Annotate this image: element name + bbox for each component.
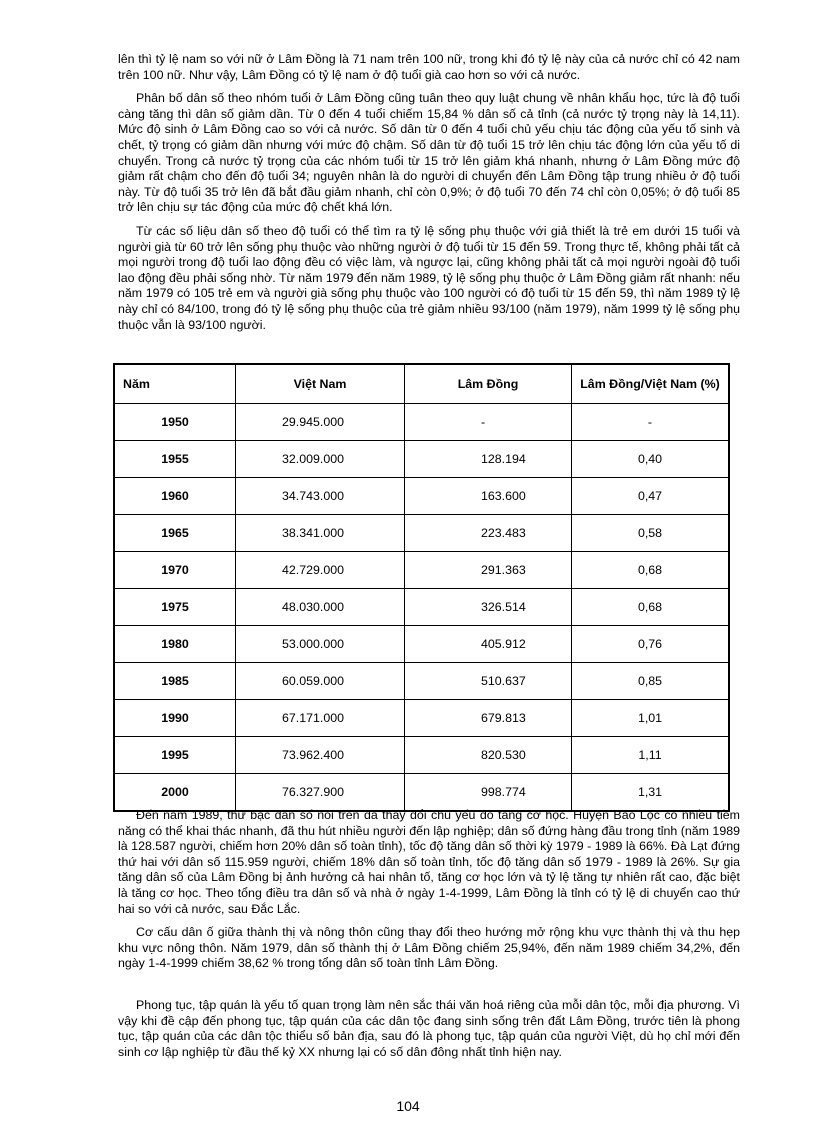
cell-vietnam: 67.171.000 — [236, 700, 405, 737]
cell-ratio: 0,76 — [572, 626, 730, 663]
cell-vietnam: 73.962.400 — [236, 737, 405, 774]
paragraph: Đến năm 1989, thứ bậc dân số nói trên đã thay đổi chủ yếu do tăng cơ học. Huyện Bảo Lộc có nhiều tiềm năng có thể khai thác nhanh, đã thu hút nhiều người đến lập nghiệp; dân số đứng hàng đầu trong tỉnh (năm 1989 là 128.587 người, chiếm hơn 20% dân số toàn tỉnh), tốc độ tăng dân số thời kỳ 1979 - 1989 là 66%. Đà Lạt đứng thứ hai với dân số 115.959 người, chiếm 18% dân số toàn tỉnh, tốc độ tăng dân số 1979 - 1989 là 26%. Sự gia tăng dân số của Lâm Đồng bị ảnh hưởng cả hai nhân tố, tăng cơ học lớn và tỷ lệ tăng tự nhiên rất cao, đặc biệt là tăng cơ học. Theo tổng điều tra dân số và nhà ở ngày 1-4-1999, Lâm Đồng là tỉnh có tỷ lệ di chuyển cao thứ hai so với cả nước, sau Đắc Lắc. — [118, 808, 741, 916]
cell-lam-dong: 679.813 — [405, 700, 572, 737]
cell-year: 1960 — [114, 478, 236, 515]
cell-year: 1995 — [114, 737, 236, 774]
table-row — [114, 404, 729, 441]
column-header-lam-dong: Lâm Đồng — [405, 364, 572, 404]
cell-vietnam: 32.009.000 — [236, 441, 405, 478]
cell-year: 1955 — [114, 441, 236, 478]
table-body — [114, 404, 729, 812]
cell-lam-dong: 820.530 — [405, 737, 572, 774]
column-header-vietnam: Việt Nam — [236, 364, 405, 404]
table-row — [114, 515, 729, 552]
body-text-bottom — [118, 808, 740, 1060]
cell-year: 1965 — [114, 515, 236, 552]
cell-lam-dong: 405.912 — [405, 626, 572, 663]
cell-lam-dong: 998.774 — [405, 774, 572, 812]
cell-year: 1985 — [114, 663, 236, 700]
cell-vietnam: 42.729.000 — [236, 552, 405, 589]
cell-ratio: 0,68 — [572, 552, 730, 589]
cell-vietnam: 60.059.000 — [236, 663, 405, 700]
cell-ratio: 1,11 — [572, 737, 730, 774]
cell-ratio: - — [572, 404, 730, 441]
cell-vietnam: 38.341.000 — [236, 515, 405, 552]
cell-ratio: 1,31 — [572, 774, 730, 812]
column-header-year: Năm — [114, 364, 236, 404]
cell-lam-dong: 326.514 — [405, 589, 572, 626]
page-number: 104 — [396, 1098, 420, 1114]
table-row — [114, 626, 729, 663]
cell-lam-dong: 291.363 — [405, 552, 572, 589]
cell-year: 1975 — [114, 589, 236, 626]
paragraph: lên thì tỷ lệ nam so với nữ ở Lâm Đồng là 71 nam trên 100 nữ, trong khi đó tỷ lệ này của cả nước chỉ có 42 nam trên 100 nữ. Như vậy, Lâm Đồng có tỷ lệ nam ở độ tuổi già cao hơn so với cả nước. — [118, 52, 740, 82]
paragraph: Từ các số liệu dân số theo độ tuổi có thể tìm ra tỷ lệ sống phụ thuộc với giả thiết là trẻ em dưới 15 tuổi và người già từ 60 trở lên sống phụ thuộc vào những người ở độ tuổi từ 15 đến 59. Trong thực tế, không phải tất cả mọi người trong độ tuổi lao động đều có việc làm, và ngược lại, cũng không phải tất cả mọi người ngoài độ tuổi lao động đều phải sống nhờ. Từ năm 1979 đến năm 1989, tỷ lệ sống phụ thuộc ở Lâm Đồng giảm rất nhanh: nếu năm 1979 có 105 trẻ em và người già sống phụ thuộc vào 100 người có độ tuổi từ 15 đến 59, thì năm 1989 tỷ lệ này chỉ có 84/100, trong đó tỷ lệ sống phụ thuộc của trẻ giảm nhiều 93/100 (năm 1979), năm 1999 tỷ lệ sống phụ thuộc vẫn là 93/100 người. — [118, 223, 740, 332]
table-row — [114, 737, 729, 774]
cell-vietnam: 76.327.900 — [236, 774, 405, 812]
cell-vietnam: 48.030.000 — [236, 589, 405, 626]
table-row — [114, 441, 729, 478]
table-row — [114, 663, 729, 700]
cell-ratio: 0,40 — [572, 441, 730, 478]
paragraph: Phân bố dân số theo nhóm tuổi ở Lâm Đồng cũng tuân theo quy luật chung về nhân khẩu học, tức là độ tuổi càng tăng thì dân số giảm dần. Từ 0 đến 4 tuổi chiếm 15,84 % dân số cả tỉnh (cả nước tỷ trọng này là 14,11). Mức độ sinh ở Lâm Đồng cao so với cả nước. Số dân từ 0 đến 4 tuổi chủ yếu chịu tác động của yếu tố sinh và chết, tỷ trọng có giảm dần nhưng với mức độ chậm. Số dân từ độ tuổi 15 trở lên chịu tác động lớn của yếu tố di chuyển. Trong cả nước tỷ trọng của các nhóm tuổi từ 15 trở lên giảm khá nhanh, nhưng ở Lâm Đồng mức độ giảm rất chậm cho đến độ tuổi 34; nguyên nhân là do người di chuyển đến Lâm Đồng tập trung nhiều ở độ tuổi này. Từ độ tuổi 35 trở lên đã bắt đầu giảm nhanh, chỉ còn 0,9%; ở độ tuổi 70 đến 74 chỉ còn 0,05%; ở độ tuổi 85 trở lên chịu sự tác động của mức độ chết khá lớn. — [118, 91, 740, 215]
cell-ratio: 0,85 — [572, 663, 730, 700]
cell-ratio: 1,01 — [572, 700, 730, 737]
table-row — [114, 478, 729, 515]
cell-vietnam: 29.945.000 — [236, 404, 405, 441]
cell-lam-dong: - — [405, 404, 572, 441]
cell-year: 1990 — [114, 700, 236, 737]
table-row — [114, 774, 729, 812]
cell-year: 1980 — [114, 626, 236, 663]
table-header-row — [114, 364, 729, 404]
cell-lam-dong: 510.637 — [405, 663, 572, 700]
cell-lam-dong: 128.194 — [405, 441, 572, 478]
table-row — [114, 552, 729, 589]
table-row — [114, 700, 729, 737]
cell-vietnam: 34.743.000 — [236, 478, 405, 515]
paragraph: Phong tục, tập quán là yếu tố quan trọng làm nên sắc thái văn hoá riêng của mỗi dân tộc, mỗi địa phương. Vì vậy khi đề cập đến phong tục, tập quán của các dân tộc đang sinh sống trên đất Lâm Đồng, trước tiên là phong tục, tập quán của các dân tộc thiểu số bản địa, sau đó là phong tục, tập quán của người Việt, dù họ chỉ mới đến sinh cơ lập nghiệp từ đầu thế kỷ XX nhưng lại có số dân đông nhất tỉnh hiện nay. — [118, 997, 740, 1059]
table-row — [114, 589, 729, 626]
cell-vietnam: 53.000.000 — [236, 626, 405, 663]
cell-ratio: 0,68 — [572, 589, 730, 626]
cell-ratio: 0,58 — [572, 515, 730, 552]
cell-lam-dong: 223.483 — [405, 515, 572, 552]
column-header-ratio: Lâm Đồng/Việt Nam (%) — [572, 364, 730, 404]
cell-ratio: 0,47 — [572, 478, 730, 515]
cell-year: 2000 — [114, 774, 236, 812]
population-table — [113, 363, 730, 812]
cell-year: 1970 — [114, 552, 236, 589]
cell-lam-dong: 163.600 — [405, 478, 572, 515]
cell-year: 1950 — [114, 404, 236, 441]
paragraph: Cơ cấu dân ố giữa thành thị và nông thôn cũng thay đổi theo hướng mở rộng khu vực thành thị và thu hẹp khu vực nông thôn. Năm 1979, dân số thành thị ở Lâm Đồng chiếm 25,94%, đến năm 1989 chiếm 34,2%, đến ngày 1-4-1999 chiếm 38,62 % trong tổng dân số toàn tỉnh Lâm Đồng. — [118, 925, 740, 971]
body-text-top — [118, 52, 740, 333]
